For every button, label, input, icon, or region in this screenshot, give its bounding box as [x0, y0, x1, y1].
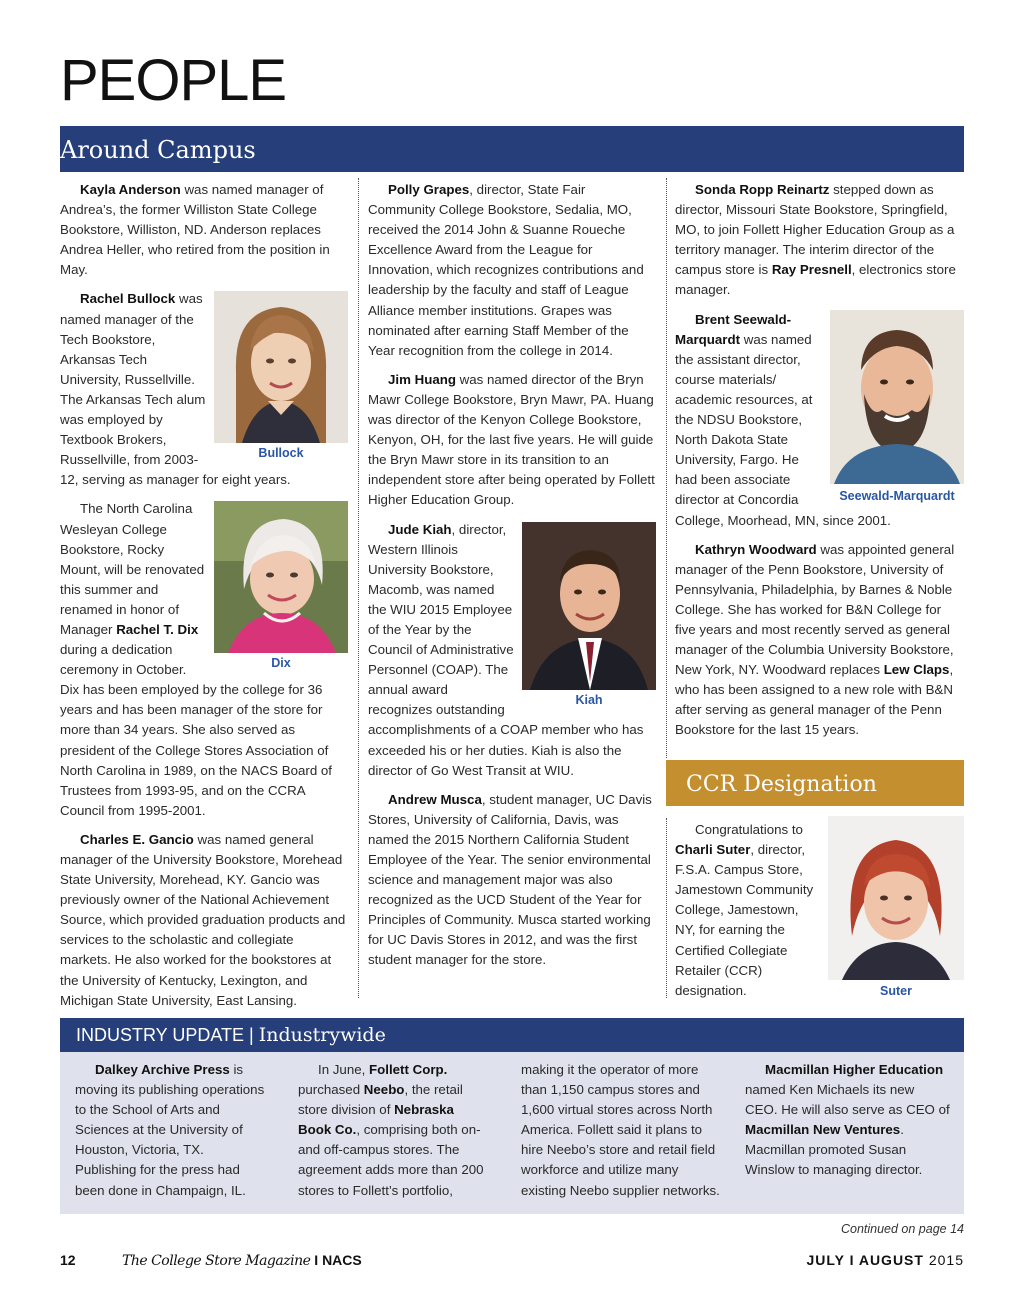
section-title: INDUSTRY UPDATE | Industrywide	[76, 1024, 386, 1046]
column-divider	[666, 178, 667, 758]
company-name: Neebo	[363, 1082, 405, 1098]
person-name: Jim Huang	[388, 371, 456, 387]
news-item: Jim Huang was named director of the Bryn Mawr College Bookstore, Bryn Mawr, PA. Huang was director of the Kenyon College Bookstore, Kenyon, OH, for the last five years. He will guide the Bryn Mawr store in its transition to an independent store after being operated by Follett Higher Education Group.	[368, 371, 655, 508]
news-item: Jude Kiah, director, Western Illinois University Bookstore, Macomb, was named the WIU 2015 Employee of the Year by the Council of Administrative Personnel (COAP). The annual award recognizes outstanding accomplishments of a COAP member who has exceeded his or her duties. Kiah is also the director of Go West Transit at WIU.	[368, 521, 644, 778]
continued-note: Continued on page 14	[840, 1222, 964, 1236]
photo-caption: Suter	[880, 984, 912, 998]
news-item: Rachel Bullock was named manager of the Tech Bookstore, Arkansas Tech University, Russellville. The Arkansas Tech alum was employed by Textbook Brokers, Russellville, from 2003-12, serving as manager for eight years.	[60, 291, 291, 488]
industry-column-1	[75, 1060, 265, 1201]
news-item: Charles E. Gancio was named general manager of the University Bookstore, Morehead State University, Morehead, KY. Gancio was previously owner of the National Achievement Source, which provided graduation products and services to the scholastic and collegiate markets. He also worked for the bookstores at the University of Kentucky, Lexington, and Michigan State University, East Lansing.	[60, 831, 346, 1008]
person-name: Kayla Anderson	[80, 182, 181, 197]
person-name: Rachel Bullock	[80, 291, 176, 307]
person-name: Charli Suter	[675, 842, 751, 858]
column-divider	[666, 818, 667, 998]
issue-date: JULY I AUGUST 2015	[806, 1252, 964, 1268]
person-name: Polly Grapes	[388, 182, 470, 197]
news-item: The North Carolina Wesleyan College Bookstore, Rocky Mount, will be renovated this summer and renamed in honor of Manager Rachel T. Dix during a dedication ceremony in October. Dix has been employed by the college for 36 years and has been manager of the store for more than 34 years. She also served as president of the College Stores Association of North Carolina in 1989, on the NACS Board of Trustees from 1993-95, and on the CCRA Council from 1995-2001.	[60, 501, 333, 818]
news-item: Andrew Musca, student manager, UC Davis Stores, University of California, Davis, was named the 2015 Northern California Student Employee of the Year. The senior environmental science and management major was also recognized as the UCD Student of the Year for Principles of Community. Musca started working for UC Davis Stores in 2012, and was the first student manager for the store.	[368, 791, 652, 968]
person-name: Ray Presnell	[771, 262, 852, 278]
industry-column-4	[745, 1060, 950, 1181]
photo-caption: Bullock	[258, 446, 304, 461]
news-item: making it the operator of more than 1,150 campus stores and 1,600 virtual stores across North America. Follett said it plans to hire Neebo’s store and retail field workforce and utilize many existing Neebo supplier networks.	[521, 1062, 720, 1198]
column-2	[368, 180, 656, 980]
news-item: Sonda Ropp Reinartz stepped down as director, Missouri State Bookstore, Springfield, MO, to join Follett Higher Education Group as a territory manager. The interim director of the campus store is Ray Presnell, electronics store manager.	[675, 182, 956, 298]
section-header-around-campus	[60, 126, 964, 172]
section-header-industry-update	[60, 1018, 964, 1052]
magazine-name: The College Store Magazine I NACS	[122, 1252, 362, 1269]
photo-dix	[214, 501, 348, 671]
column-3	[675, 180, 964, 750]
column-1	[60, 180, 348, 1020]
portrait-image	[828, 816, 964, 980]
person-name: Brent Seewald-Marquardt	[675, 311, 792, 347]
section-title: Around Campus	[60, 136, 256, 164]
section-header-ccr-designation	[666, 760, 964, 806]
portrait-image	[214, 501, 348, 653]
photo-caption: Seewald-Marquardt	[839, 488, 955, 503]
section-title: CCR Designation	[686, 772, 877, 797]
company-name: Dalkey Archive Press	[95, 1062, 230, 1077]
news-item: Congratulations to Charli Suter, director, F.S.A. Campus Store, Jamestown Community College, Jamestown, NY, for earning the Certified Collegiate Retailer (CCR) designation.	[675, 822, 814, 998]
news-item: Brent Seewald-Marquardt was named the assistant director, course materials/ academic resources, at the NDSU Bookstore, North Dakota State University, Fargo. He had been associate director at Concordia College, Moorhead, MN, since 2001.	[675, 311, 891, 528]
news-item: Kayla Anderson was named manager of Andrea’s, the former Williston State College Bookstore, Williston, ND. Anderson replaces Andrea Heller, who retired from the position in May.	[60, 182, 330, 278]
photo-caption: Dix	[271, 656, 291, 671]
company-name: Macmillan Higher Education	[765, 1062, 944, 1077]
person-name: Andrew Musca	[388, 791, 482, 807]
news-item: Macmillan Higher Education named Ken Michaels its new CEO. He will also serve as CEO of Macmillan New Ventures. Macmillan promoted Susan Winslow to managing director.	[745, 1062, 950, 1178]
ccr-text	[675, 820, 820, 1010]
portrait-image	[214, 291, 348, 443]
company-name: Macmillan New Ventures	[745, 1122, 901, 1138]
column-divider	[358, 178, 359, 998]
person-name: Jude Kiah	[388, 521, 452, 537]
portrait-image	[830, 310, 964, 484]
page-number: 12	[60, 1252, 76, 1268]
news-item: Kathryn Woodward was appointed general manager of the Penn Bookstore, University of Pennsylvania, Philadelphia, by Barnes & Noble College. She has worked for B&N College for five years and most recently served as general manager of the Columbia University Bookstore, New York, NY. Woodward replaces Lew Claps, who has been assigned to a new role with B&N after serving as general manager of the Penn Bookstore for the last 15 years.	[675, 541, 955, 738]
news-item: In June, Follett Corp. purchased Neebo, the retail store division of Nebraska Book Co., comprising both on- and off-campus stores. The agreement adds more than 200 stores to Follett’s portfolio,	[298, 1062, 484, 1198]
photo-caption: Kiah	[575, 692, 603, 707]
news-item: Dalkey Archive Press is moving its publishing operations to the School of Arts and Sciences at the University of Houston, Victoria, TX. Publishing for the press had been done in Champaign, IL.	[75, 1062, 265, 1198]
company-name: Nebraska Book Co.	[298, 1102, 454, 1138]
person-name: Sonda Ropp Reinartz	[695, 182, 830, 197]
photo-bullock	[214, 291, 348, 461]
page-title: PEOPLE	[60, 48, 287, 113]
industry-column-2	[298, 1060, 488, 1201]
person-name: Kathryn Woodward	[695, 541, 817, 557]
portrait-image	[522, 522, 656, 690]
person-name: Lew Claps	[883, 662, 950, 678]
person-name: Rachel T. Dix	[116, 621, 199, 637]
photo-seewald-marquardt	[830, 310, 964, 506]
industry-column-3	[521, 1060, 725, 1201]
photo-kiah	[522, 522, 656, 712]
person-name: Charles E. Gancio	[80, 831, 194, 847]
company-name: Follett Corp.	[369, 1062, 448, 1077]
news-item: Polly Grapes, director, State Fair Community College Bookstore, Sedalia, MO, received the 2014 John & Suanne Roueche Excellence Award from the League for Innovation, which recognizes contributions and leadership by the faculty and staff of League Alliance member institutions. Grapes was nominated after earning Staff Member of the Year recognition from the college in 2014.	[368, 182, 644, 358]
photo-suter	[828, 816, 964, 980]
